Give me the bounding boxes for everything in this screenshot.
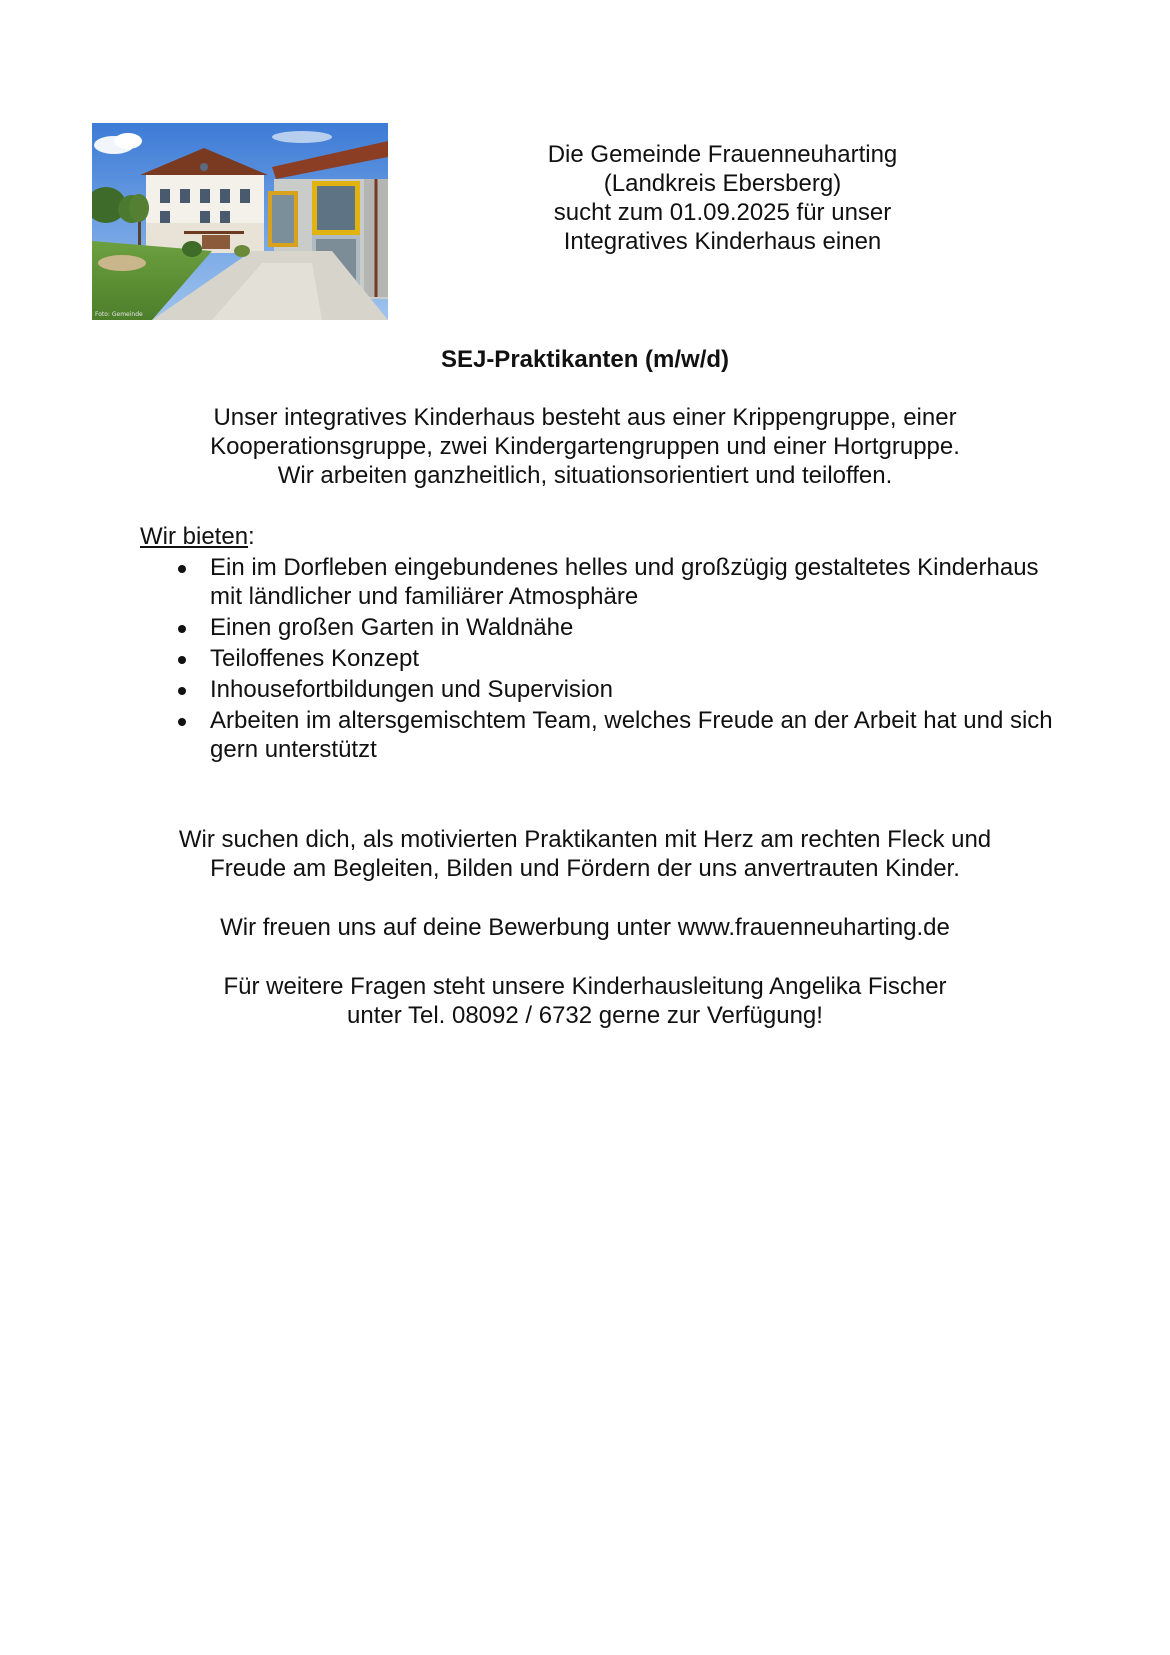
kinderhaus-photo: [92, 123, 388, 320]
bullet-icon: [178, 625, 186, 633]
list-item: [175, 553, 1075, 611]
search-line: Wir suchen dich, als motivierten Praktikanten mit Herz am rechten Fleck und: [178, 826, 992, 853]
offer-item-text: Inhousefortbildungen und Supervision: [210, 676, 613, 703]
application-line: Wir freuen uns auf deine Bewerbung unter www.frauenneuharting.de: [220, 914, 950, 941]
list-item: [175, 675, 1075, 704]
photo-credit: Foto: Gemeinde: [95, 311, 143, 318]
about-line: Kooperationsgruppe, zwei Kindergartengruppen und einer Hortgruppe.: [210, 433, 960, 460]
intro-line: Integratives Kinderhaus einen: [563, 228, 882, 255]
about-line: Unser integratives Kinderhaus besteht aus einer Krippengruppe, einer: [213, 404, 957, 431]
search-block: [0, 825, 1170, 883]
about-block: [0, 403, 1170, 490]
intro-line: (Landkreis Ebersberg): [603, 170, 842, 197]
offer-heading: [140, 522, 255, 551]
list-item: [175, 644, 1075, 673]
contact-line: unter Tel. 08092 / 6732 gerne zur Verfügung!: [347, 1002, 823, 1029]
bullet-icon: [178, 565, 186, 573]
offer-heading-suffix: :: [248, 523, 255, 550]
contact-line: Für weitere Fragen steht unsere Kinderhausleitung Angelika Fischer: [223, 973, 947, 1000]
bullet-icon: [178, 656, 186, 664]
offer-list: [175, 553, 1075, 766]
job-title: SEJ-Praktikanten (m/w/d): [440, 346, 730, 373]
list-item: [175, 613, 1075, 642]
offer-item-text: Arbeiten im altersgemischtem Team, welches Freude an der Arbeit hat und sich gern unterstützt: [210, 707, 1053, 763]
building-photo-icon: [92, 123, 388, 320]
offer-heading-text: Wir bieten: [140, 523, 249, 550]
contact-block: [0, 972, 1170, 1030]
offer-item-text: Ein im Dorfleben eingebundenes helles und großzügig gestaltetes Kinderhaus mit ländlicher und familiärer Atmosphäre: [210, 554, 1039, 610]
bullet-icon: [178, 718, 186, 726]
intro-line: Die Gemeinde Frauenneuharting: [547, 141, 898, 168]
about-line: Wir arbeiten ganzheitlich, situationsorientiert und teiloffen.: [277, 462, 893, 489]
offer-item-text: Einen großen Garten in Waldnähe: [210, 614, 574, 641]
intro-block: [500, 140, 945, 256]
intro-line: sucht zum 01.09.2025 für unser: [553, 199, 892, 226]
list-item: [175, 706, 1075, 764]
search-line: Freude am Begleiten, Bilden und Fördern der uns anvertrauten Kinder.: [210, 855, 960, 882]
bullet-icon: [178, 687, 186, 695]
offer-item-text: Teiloffenes Konzept: [210, 645, 420, 672]
